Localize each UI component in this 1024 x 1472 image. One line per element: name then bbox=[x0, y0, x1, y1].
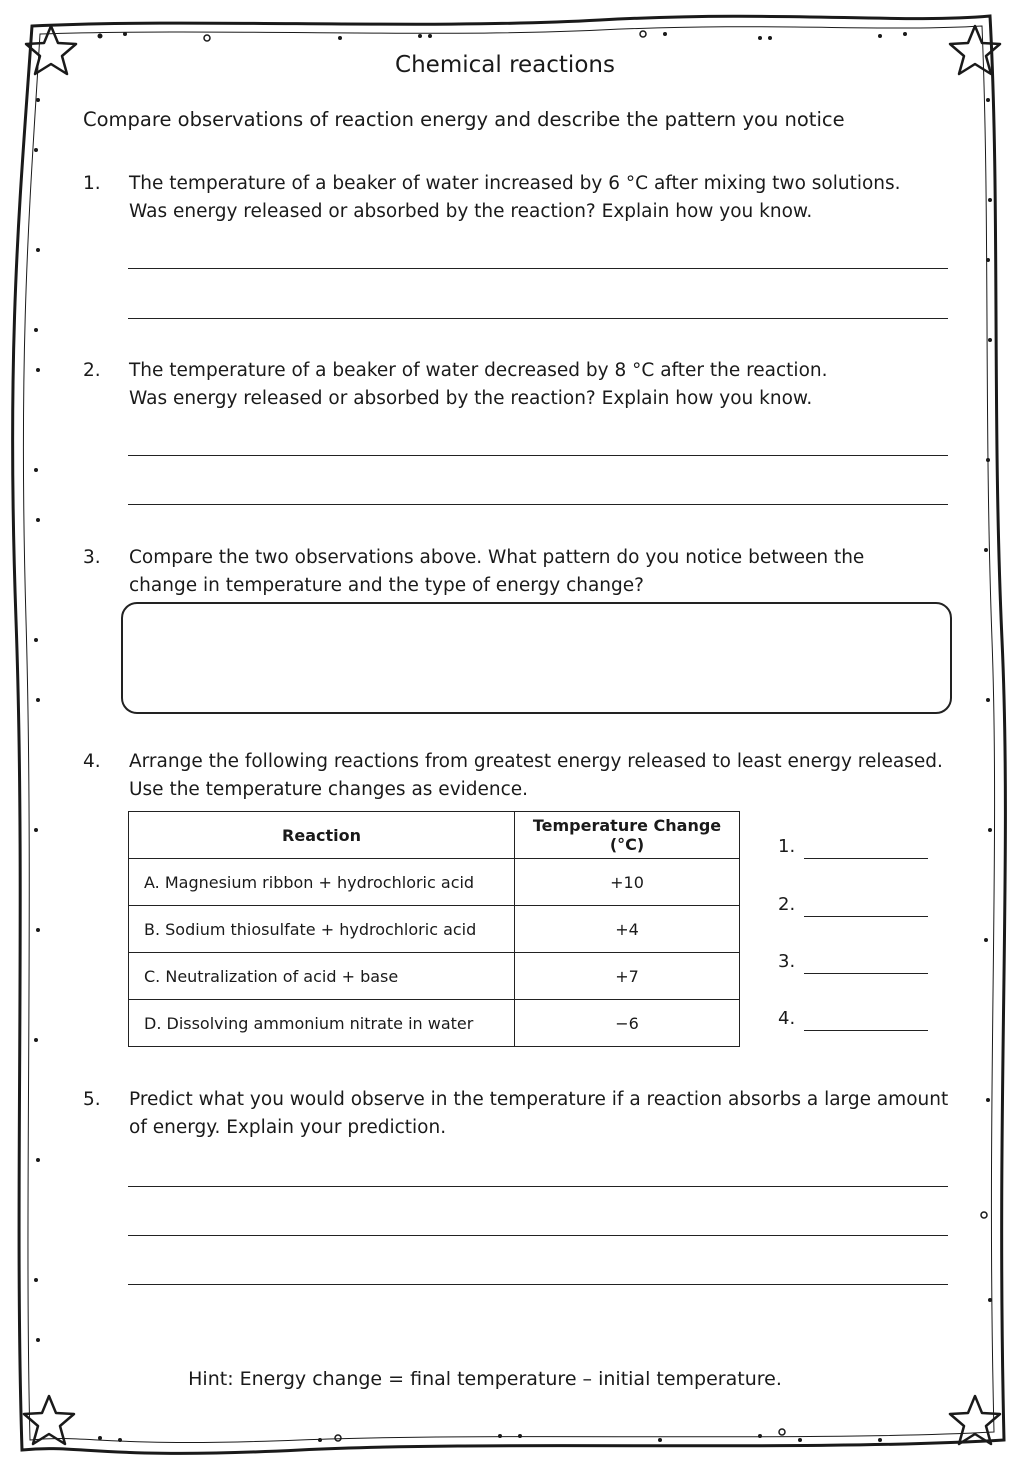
answer-line[interactable] bbox=[128, 268, 948, 269]
question-text: Was energy released or absorbed by the reaction? Explain how you know. bbox=[129, 387, 813, 409]
ranking-number: 3. bbox=[778, 951, 796, 972]
question-text: Was energy released or absorbed by the reaction? Explain how you know. bbox=[129, 200, 813, 222]
question-number: 4. bbox=[83, 751, 101, 772]
column-header-reaction: Reaction bbox=[129, 812, 515, 859]
question-text: Predict what you would observe in the temperature if a reaction absorbs a large amount bbox=[129, 1089, 949, 1110]
ranking-item bbox=[778, 1008, 928, 1032]
ranking-item bbox=[778, 836, 928, 860]
temperature-change-cell: +10 bbox=[515, 859, 740, 906]
table-row bbox=[129, 859, 740, 906]
ranking-answer-line[interactable] bbox=[804, 916, 928, 917]
question-text: change in temperature and the type of energy change? bbox=[129, 574, 644, 596]
reaction-cell: A. Magnesium ribbon + hydrochloric acid bbox=[129, 859, 515, 906]
temperature-change-cell: −6 bbox=[515, 1000, 740, 1047]
question-text: The temperature of a beaker of water increased by 6 °C after mixing two solutions. bbox=[129, 173, 901, 194]
ranking-answer-line[interactable] bbox=[804, 973, 928, 974]
question-text: The temperature of a beaker of water decreased by 8 °C after the reaction. bbox=[129, 360, 828, 381]
answer-line[interactable] bbox=[128, 455, 948, 456]
answer-line[interactable] bbox=[128, 318, 948, 319]
ranking-number: 1. bbox=[778, 836, 796, 857]
ranking-answer-line[interactable] bbox=[804, 858, 928, 859]
table-header-row bbox=[129, 812, 740, 859]
question-text: Arrange the following reactions from greatest energy released to least energy released. bbox=[129, 751, 943, 772]
ranking-answer-line[interactable] bbox=[804, 1030, 928, 1031]
answer-line[interactable] bbox=[128, 504, 948, 505]
question-number: 1. bbox=[83, 173, 101, 194]
answer-box[interactable] bbox=[121, 602, 952, 714]
question-text: of energy. Explain your prediction. bbox=[129, 1116, 447, 1138]
hint-text: Hint: Energy change = final temperature – initial temperature. bbox=[188, 1368, 782, 1390]
table-row bbox=[129, 1000, 740, 1047]
ranking-item bbox=[778, 894, 928, 918]
temperature-change-cell: +7 bbox=[515, 953, 740, 1000]
question-number: 3. bbox=[83, 547, 101, 568]
question-text: Use the temperature changes as evidence. bbox=[129, 778, 529, 800]
reaction-cell: D. Dissolving ammonium nitrate in water bbox=[129, 1000, 515, 1047]
page-title: Chemical reactions bbox=[395, 52, 615, 78]
reaction-table bbox=[128, 811, 740, 1047]
temperature-change-cell: +4 bbox=[515, 906, 740, 953]
table-row bbox=[129, 953, 740, 1000]
reaction-cell: B. Sodium thiosulfate + hydrochloric acid bbox=[129, 906, 515, 953]
instructions: Compare observations of reaction energy and describe the pattern you notice bbox=[83, 108, 845, 131]
star-icon bbox=[20, 1392, 78, 1450]
reaction-cell: C. Neutralization of acid + base bbox=[129, 953, 515, 1000]
column-header-temperature-change: Temperature Change (°C) bbox=[515, 812, 740, 859]
question-number: 2. bbox=[83, 360, 101, 381]
answer-line[interactable] bbox=[128, 1186, 948, 1187]
question-text: Compare the two observations above. What pattern do you notice between the bbox=[129, 547, 865, 568]
answer-line[interactable] bbox=[128, 1284, 948, 1285]
star-icon bbox=[946, 1392, 1004, 1450]
question-number: 5. bbox=[83, 1089, 101, 1110]
answer-line[interactable] bbox=[128, 1235, 948, 1236]
ranking-number: 4. bbox=[778, 1008, 796, 1029]
ranking-item bbox=[778, 951, 928, 975]
ranking-number: 2. bbox=[778, 894, 796, 915]
table-row bbox=[129, 906, 740, 953]
